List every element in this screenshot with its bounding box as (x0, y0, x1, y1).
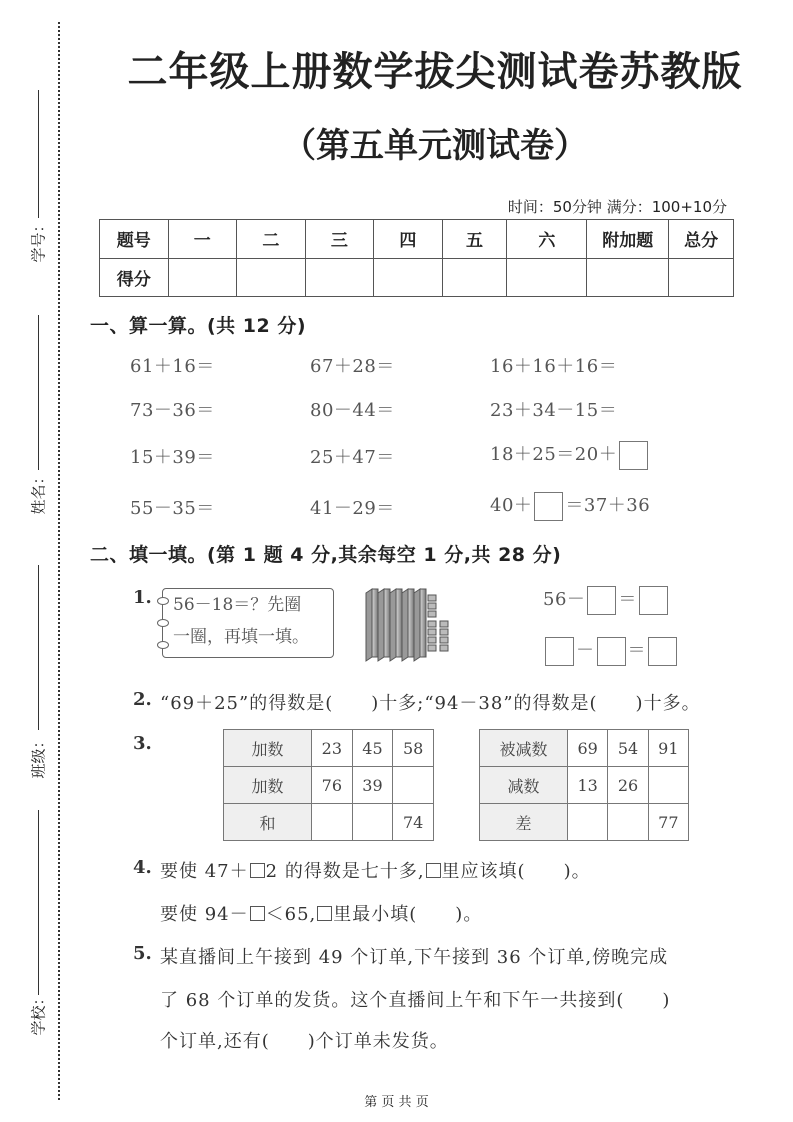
table-cell: 13 (568, 767, 608, 804)
q2-number: 2. (133, 689, 152, 710)
student-no-line (38, 90, 39, 218)
calc-item: 15＋39＝ (130, 447, 215, 468)
table-cell: 91 (648, 730, 688, 767)
calc-item: 55－35＝ (130, 498, 215, 519)
table-cell: 26 (608, 767, 648, 804)
score-row-label: 得分 (100, 258, 169, 297)
table-row (224, 730, 434, 767)
answer-box[interactable] (534, 492, 563, 521)
q3-number: 3. (133, 733, 152, 754)
note-ring (157, 597, 169, 605)
score-header-cell: 二 (237, 220, 306, 259)
score-header-cell: 六 (507, 220, 587, 259)
answer-box[interactable] (639, 586, 668, 615)
calc-item: 41－29＝ (310, 498, 395, 519)
table-cell: 74 (393, 804, 434, 841)
q1-hint-note (162, 588, 334, 658)
table-cell: 加数 (224, 767, 312, 804)
table-row (224, 767, 434, 804)
calc-text: 40＋ (490, 495, 533, 516)
answer-box[interactable] (545, 637, 574, 666)
q5-line1: 某直播间上午接到 49 个订单,下午接到 36 个订单,傍晚完成 (160, 947, 669, 968)
eq-text: 56－ (543, 589, 586, 610)
q5-line2: 了 68 个订单的发货。这个直播间上午和下午一共接到( ) (160, 990, 671, 1011)
table-cell: 69 (568, 730, 608, 767)
score-header-cell: 题号 (100, 220, 169, 259)
score-cell[interactable] (305, 258, 374, 297)
name-label: 姓名： (29, 469, 48, 515)
table-cell: 54 (608, 730, 648, 767)
counting-sticks-image (362, 585, 458, 663)
q4-text: 里最小填( )。 (333, 904, 483, 925)
table-row (480, 804, 689, 841)
digit-box-ref (317, 906, 332, 921)
q1-equation-1 (543, 585, 670, 615)
note-line: 56－18＝？先圈 (173, 595, 302, 615)
page-subtitle: （第五单元测试卷） (282, 126, 588, 166)
class-label: 班级： (29, 733, 48, 779)
table-cell[interactable] (312, 804, 353, 841)
calc-item-with-box (490, 491, 650, 521)
score-table (99, 219, 734, 297)
calc-item: 16＋16＋16＝ (490, 356, 618, 377)
subtraction-table (479, 729, 689, 841)
q4-line2 (160, 900, 482, 926)
score-cell[interactable] (442, 258, 507, 297)
q2-text: “69＋25”的得数是( )十多;“94－38”的得数是( )十多。 (160, 693, 701, 714)
score-header-cell: 附加题 (587, 220, 669, 259)
calc-item: 73－36＝ (130, 400, 215, 421)
binding-dotted-line (58, 22, 60, 1100)
calc-text: ＝37＋36 (565, 495, 651, 516)
score-cell[interactable] (168, 258, 237, 297)
table-cell: 加数 (224, 730, 312, 767)
q4-text: 要使 47＋ (160, 861, 249, 882)
q4-text: 里应该填( )。 (441, 861, 591, 882)
section1-title: 一、算一算。(共 12 分) (90, 315, 307, 337)
school-line (38, 810, 39, 995)
calc-item: 25＋47＝ (310, 447, 395, 468)
digit-box[interactable] (250, 863, 265, 878)
score-cell[interactable] (669, 258, 734, 297)
time-info: 时间：50分钟 满分：100+10分 (507, 198, 727, 216)
school-label: 学校： (29, 990, 48, 1036)
score-header-cell: 总分 (669, 220, 734, 259)
digit-box[interactable] (250, 906, 265, 921)
eq-text: － (576, 640, 595, 661)
calc-item: 80－44＝ (310, 400, 395, 421)
eq-text: ＝ (618, 589, 637, 610)
table-cell[interactable] (568, 804, 608, 841)
q5-line3: 个订单,还有( )个订单未发货。 (160, 1031, 449, 1052)
table-cell: 差 (480, 804, 568, 841)
calc-text: 18＋25＝20＋ (490, 444, 618, 465)
score-cell[interactable] (237, 258, 306, 297)
eq-text: ＝ (627, 640, 646, 661)
table-cell: 77 (648, 804, 688, 841)
page-footer: 第 页 共 页 (364, 1095, 429, 1110)
score-header-cell: 四 (374, 220, 443, 259)
score-header-cell: 五 (442, 220, 507, 259)
table-cell: 23 (312, 730, 353, 767)
table-cell: 58 (393, 730, 434, 767)
table-row (480, 767, 689, 804)
calc-item: 67＋28＝ (310, 356, 395, 377)
table-cell: 和 (224, 804, 312, 841)
q1-equation-2 (543, 636, 679, 666)
class-line (38, 565, 39, 730)
calc-item-with-box (490, 440, 650, 470)
table-cell[interactable] (352, 804, 393, 841)
answer-box[interactable] (587, 586, 616, 615)
answer-box[interactable] (597, 637, 626, 666)
table-row (480, 730, 689, 767)
note-line: 一圈，再填一填。 (173, 627, 309, 647)
answer-box[interactable] (648, 637, 677, 666)
score-header-cell: 三 (305, 220, 374, 259)
table-cell: 被减数 (480, 730, 568, 767)
q1-number: 1. (133, 587, 152, 608)
table-cell: 45 (352, 730, 393, 767)
score-table-header-row (100, 220, 734, 259)
q4-text: ＜65, (265, 904, 317, 925)
q4-text: 要使 94－ (160, 904, 249, 925)
page-title: 二年级上册数学拔尖测试卷苏教版 (127, 49, 743, 95)
name-line (38, 315, 39, 470)
q4-text: 2 的得数是七十多, (265, 861, 425, 882)
answer-box[interactable] (619, 441, 648, 470)
table-cell: 39 (352, 767, 393, 804)
section2-title: 二、填一填。(第 1 题 4 分,其余每空 1 分,共 28 分) (90, 544, 562, 566)
calc-item: 61＋16＝ (130, 356, 215, 377)
table-row (224, 804, 434, 841)
table-cell[interactable] (393, 767, 434, 804)
calc-item: 23＋34－15＝ (490, 400, 618, 421)
addition-table (223, 729, 434, 841)
table-cell: 减数 (480, 767, 568, 804)
digit-box-ref (426, 863, 441, 878)
note-ring (157, 619, 169, 627)
score-cell[interactable] (587, 258, 669, 297)
q4-line1 (160, 857, 591, 883)
q5-number: 5. (133, 943, 152, 964)
score-header-cell: 一 (168, 220, 237, 259)
score-table-score-row (100, 258, 734, 297)
student-no-label: 学号： (29, 217, 48, 263)
table-cell[interactable] (648, 767, 688, 804)
note-ring (157, 641, 169, 649)
table-cell: 76 (312, 767, 353, 804)
score-cell[interactable] (507, 258, 587, 297)
score-cell[interactable] (374, 258, 443, 297)
q4-number: 4. (133, 857, 152, 878)
table-cell[interactable] (608, 804, 648, 841)
